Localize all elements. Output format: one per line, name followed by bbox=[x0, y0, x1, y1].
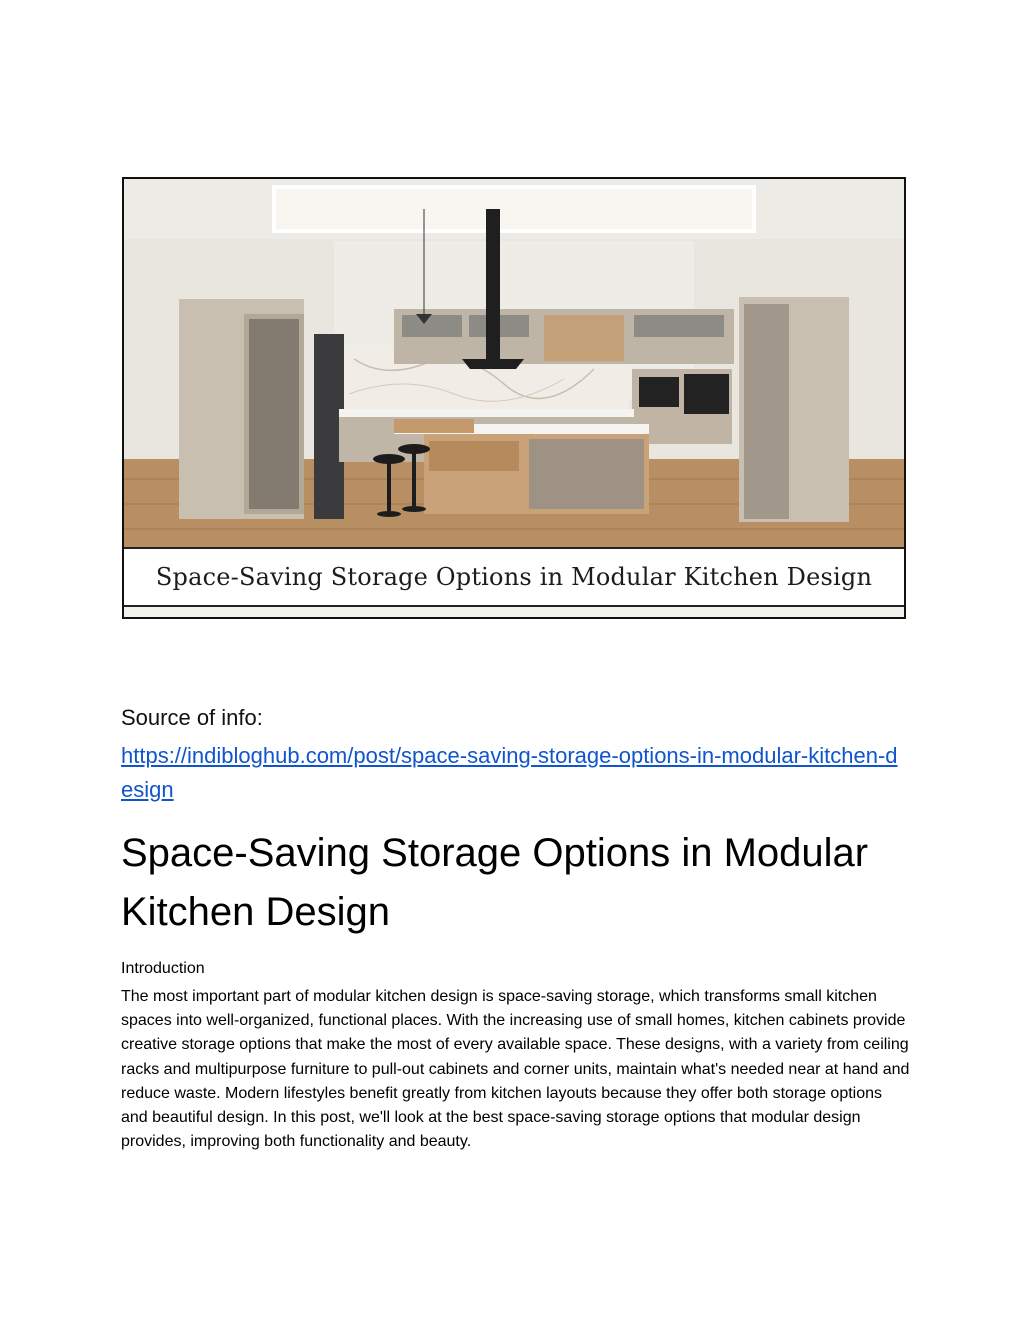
source-link[interactable]: https://indibloghub.com/post/space-saving-storage-options-in-modular-kitchen-design bbox=[121, 743, 898, 802]
source-label: Source of info: bbox=[121, 705, 263, 730]
image-caption: Space-Saving Storage Options in Modular Kitchen Design bbox=[124, 547, 904, 607]
intro-paragraph: The most important part of modular kitchen design is space-saving storage, which transforms small kitchen spaces into well-organized, functional places. With the increasing use of small homes, kitchen cabinets provide creative storage options that make the most of every available space. These designs, with a variety from ceiling racks and multipurpose furniture to pull-out cabinets and corner units, maintain what's needed near at hand and reduce waste. Modern lifestyles benefit greatly from kitchen layouts because they offer both storage options and beautiful design. In this post, we'll look at the best space-saving storage options that modular design provides, improving both functionality and beauty. bbox=[121, 988, 910, 1151]
article-title: Space-Saving Storage Options in Modular Kitchen Design bbox=[121, 831, 869, 934]
kitchen-image bbox=[122, 177, 906, 619]
kitchen-illustration bbox=[124, 179, 904, 547]
intro-heading: Introduction bbox=[121, 960, 205, 977]
